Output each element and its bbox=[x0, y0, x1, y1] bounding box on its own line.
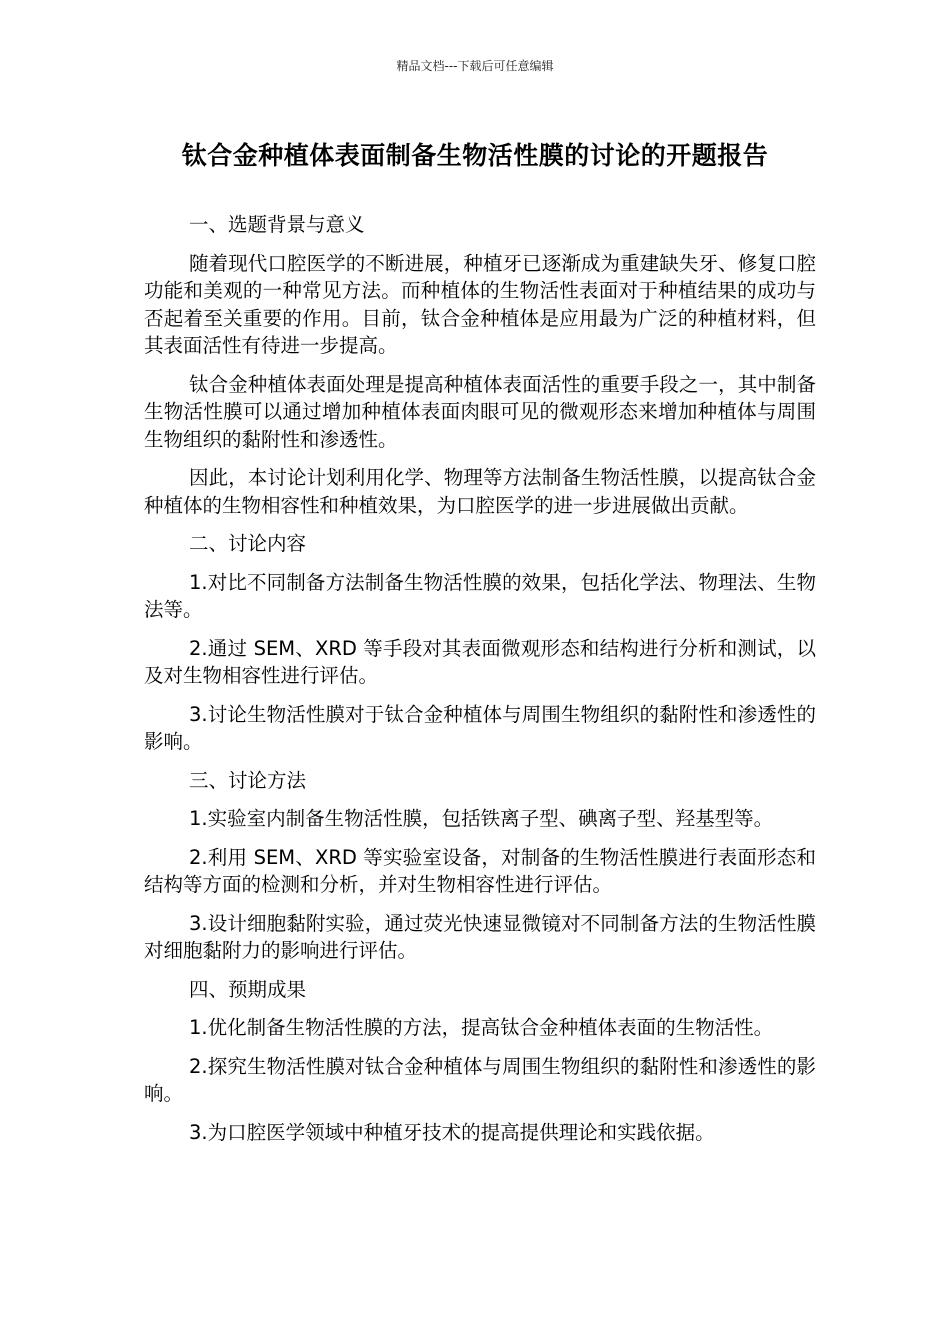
section-heading: 二、讨论内容 bbox=[189, 532, 307, 555]
section-methods bbox=[144, 767, 816, 965]
section-content bbox=[144, 530, 816, 756]
list-item: 2.利用 SEM、XRD 等实验室设备，对制备的生物活性膜进行表面形态和结构等方面的检测和分析，并对生物相容性进行评估。 bbox=[144, 845, 816, 896]
list-item: 2.探究生物活性膜对钛合金种植体与周围生物组织的黏附性和渗透性的影响。 bbox=[144, 1054, 816, 1105]
paragraph: 钛合金种植体表面处理是提高种植体表面活性的重要手段之一，其中制备生物活性膜可以通过增加种植体表面肉眼可见的微观形态来增加种植体与周围生物组织的黏附性和渗透性。 bbox=[144, 372, 816, 451]
section-expected-results bbox=[144, 976, 816, 1147]
list-item: 1.对比不同制备方法制备生物活性膜的效果，包括化学法、物理法、生物法等。 bbox=[144, 570, 816, 621]
section-background bbox=[144, 211, 816, 519]
header-note: 精品文档---下载后可任意编辑 bbox=[396, 59, 554, 73]
document-title: 钛合金种植体表面制备生物活性膜的讨论的开题报告 bbox=[181, 141, 769, 170]
list-item: 1.优化制备生物活性膜的方法，提高钛合金种植体表面的生物活性。 bbox=[189, 1016, 774, 1039]
list-item: 3.讨论生物活性膜对于钛合金种植体与周围生物组织的黏附性和渗透性的影响。 bbox=[144, 702, 816, 753]
section-heading: 一、选题背景与意义 bbox=[189, 213, 365, 236]
document-body bbox=[144, 211, 816, 1157]
list-item: 2.通过 SEM、XRD 等手段对其表面微观形态和结构进行分析和测试，以及对生物相容性进行评估。 bbox=[144, 636, 816, 687]
list-item: 3.设计细胞黏附实验，通过荧光快速显微镜对不同制备方法的生物活性膜对细胞黏附力的影响进行评估。 bbox=[144, 911, 816, 962]
section-heading: 三、讨论方法 bbox=[189, 768, 307, 792]
list-item: 3.为口腔医学领域中种植牙技术的提高提供理论和实践依据。 bbox=[189, 1120, 715, 1144]
paragraph: 随着现代口腔医学的不断进展，种植牙已逐渐成为重建缺失牙、修复口腔功能和美观的一种常见方法。而种植体的生物活性表面对于种植结果的成功与否起着至关重要的作用。目前，钛合金种植体是应用最为广泛的种植材料，但其表面活性有待进一步提高。 bbox=[144, 251, 816, 357]
list-item: 1.实验室内制备生物活性膜，包括铁离子型、碘离子型、羟基型等。 bbox=[189, 807, 774, 830]
paragraph: 因此，本讨论计划利用化学、物理等方法制备生物活性膜，以提高钛合金种植体的生物相容性和种植效果，为口腔医学的进一步进展做出贡献。 bbox=[144, 466, 816, 517]
section-heading: 四、预期成果 bbox=[189, 977, 307, 1001]
